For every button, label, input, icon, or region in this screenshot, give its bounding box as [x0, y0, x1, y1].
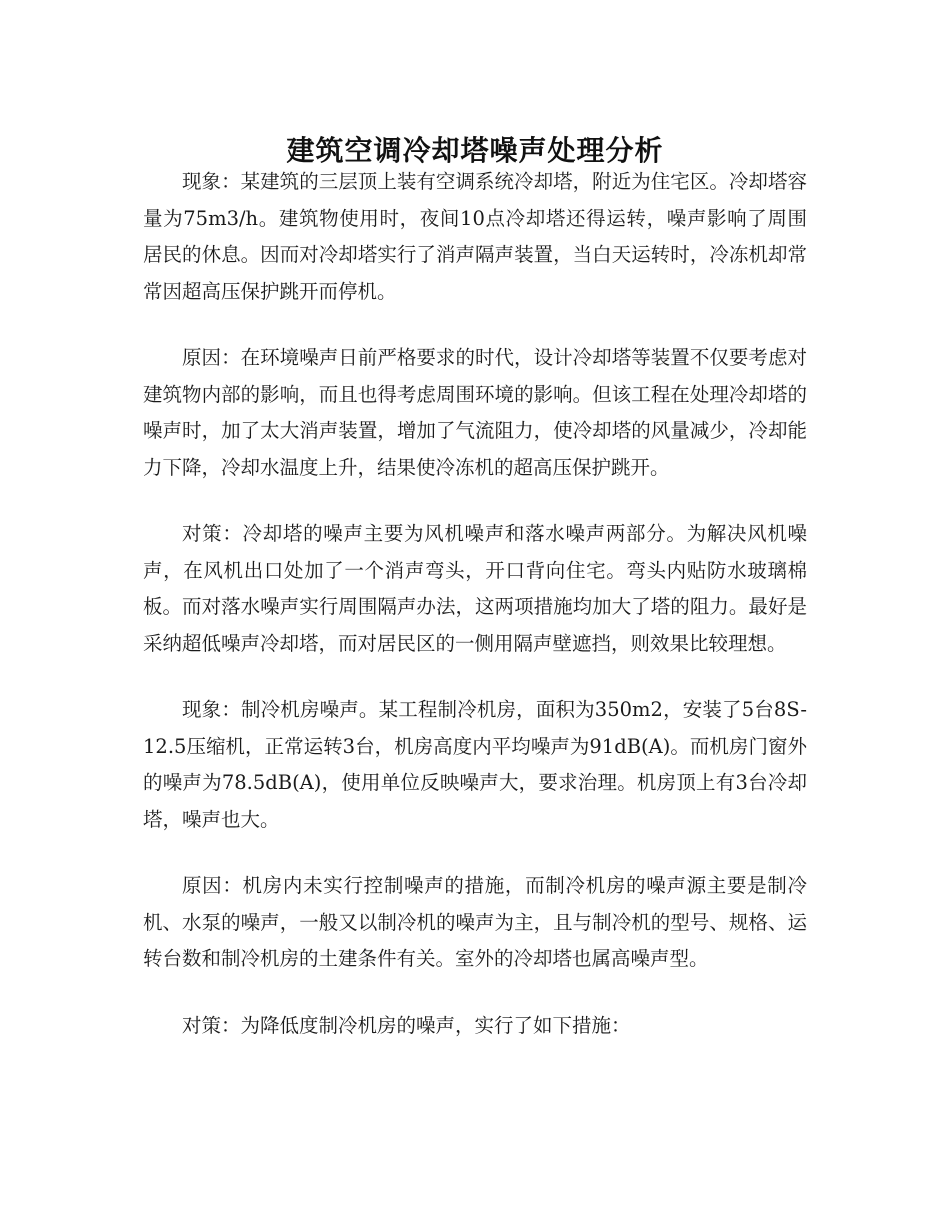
paragraph-phenomenon-cooling-tower: 现象：某建筑的三层顶上装有空调系统冷却塔，附近为住宅区。冷却塔容量为75m3/h。建筑物使用时，夜间10点冷却塔还得运转，噪声影响了周围居民的休息。因而对冷却塔实行了消声隔声装置，当白天运转时，冷冻机却常常因超高压保护跳开而停机。: [143, 170, 807, 303]
paragraph-countermeasure-cooling-tower: 对策：冷却塔的噪声主要为风机噪声和落水噪声两部分。为解决风机噪声，在风机出口处加了一个消声弯头，开口背向住宅。弯头内贴防水玻璃棉板。而对落水噪声实行周围隔声办法，这两项措施均加大了塔的阻力。最好是采纳超低噪声冷却塔，而对居民区的一侧用隔声壁遮挡，则效果比较理想。: [143, 522, 807, 655]
document-title: 建筑空调冷却塔噪声处理分析: [286, 133, 664, 167]
paragraph-countermeasure-machine-room: 对策：为降低度制冷机房的噪声，实行了如下措施：: [182, 1013, 631, 1037]
paragraph-cause-cooling-tower: 原因：在环境噪声日前严格要求的时代，设计冷却塔等装置不仅要考虑对建筑物内部的影响，而且也得考虑周围环境的影响。但该工程在处理冷却塔的噪声时，加了太大消声装置，增加了气流阻力，使冷却塔的风量减少，冷却能力下降，冷却水温度上升，结果使冷冻机的超高压保护跳开。: [143, 346, 807, 479]
paragraph-cause-machine-room: 原因：机房内未实行控制噪声的措施，而制冷机房的噪声源主要是制冷机、水泵的噪声，一般又以制冷机的噪声为主，且与制冷机的型号、规格、运转台数和制冷机房的土建条件有关。室外的冷却塔也属高噪声型。: [143, 874, 807, 970]
document-body: [143, 164, 807, 1074]
paragraph-phenomenon-machine-room: 现象：制冷机房噪声。某工程制冷机房，面积为350m2，安装了5台8S-12.5压缩机，正常运转3台，机房高度内平均噪声为91dB(A)。而机房门窗外的噪声为78.5dB(A)，使用单位反映噪声大，要求治理。机房顶上有3台冷却塔，噪声也大。: [143, 698, 807, 831]
